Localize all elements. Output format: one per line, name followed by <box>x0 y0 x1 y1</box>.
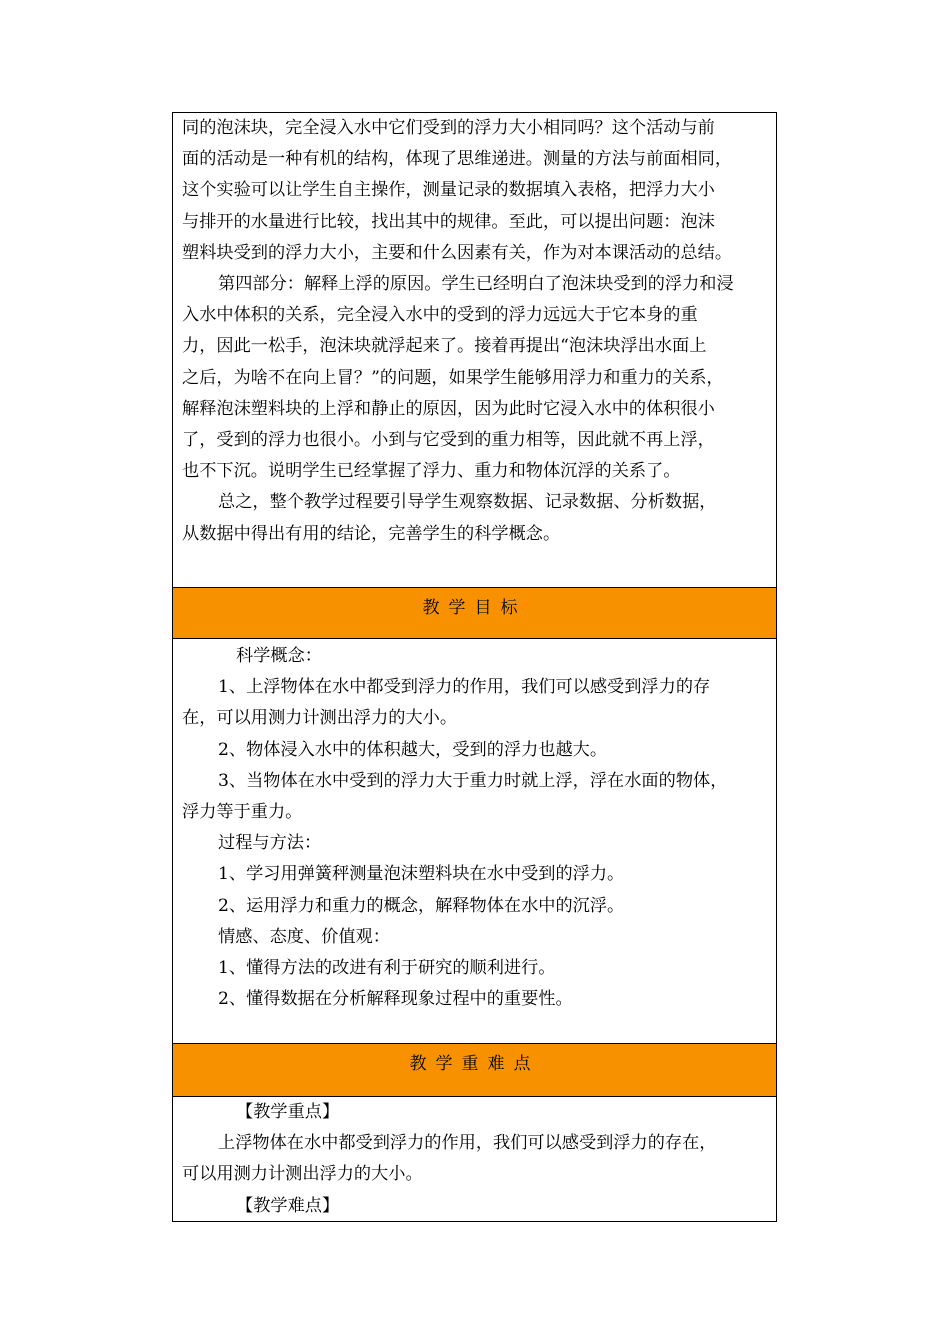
difficult-point-label: 【教学难点】 <box>236 1195 340 1216</box>
goal-line: 科学概念： <box>236 646 322 666</box>
paragraph-line: 总之，整个教学过程要引导学生观察数据、记录数据、分析数据， <box>218 492 717 513</box>
paragraph-line: 也不下沉。说明学生已经掌握了浮力、重力和物体沉浮的关系了。 <box>182 461 681 482</box>
goal-line: 1、懂得方法的改进有利于研究的顺利进行。 <box>218 958 556 979</box>
goal-line: 2、运用浮力和重力的概念，解释物体在水中的沉浮。 <box>218 895 625 916</box>
teaching-goals-header <box>173 587 776 639</box>
section-title: 教学重难点 <box>409 1054 540 1074</box>
paragraph-line: 解释泡沫塑料块的上浮和静止的原因，因为此时它浸入水中的体积很小 <box>182 398 715 419</box>
paragraph-line: 同的泡沫块，完全浸入水中它们受到的浮力大小相同吗？这个活动与前 <box>182 118 715 138</box>
paragraph-line: 塑料块受到的浮力大小，主要和什么因素有关，作为对本课活动的总结。 <box>182 242 733 263</box>
paragraph-line: 与排开的水量进行比较，找出其中的规律。至此，可以提出问题：泡沫 <box>182 211 715 232</box>
goal-line: 过程与方法： <box>218 833 322 854</box>
paragraph-line: 从数据中得出有用的结论，完善学生的科学概念。 <box>182 523 561 544</box>
key-point-line: 可以用测力计测出浮力的大小。 <box>182 1164 423 1185</box>
goal-line: 2、懂得数据在分析解释现象过程中的重要性。 <box>218 989 573 1010</box>
paragraph-line: 第四部分：解释上浮的原因。学生已经明白了泡沫块受到的浮力和浸 <box>218 274 734 295</box>
goal-line: 情感、态度、价值观： <box>218 926 390 947</box>
key-point-label: 【教学重点】 <box>236 1102 340 1122</box>
lesson-plan-table <box>172 112 777 1222</box>
key-point-line: 上浮物体在水中都受到浮力的作用，我们可以感受到浮力的存在， <box>218 1133 717 1154</box>
paragraph-line: 力，因此一松手，泡沫块就浮起来了。接着再提出“泡沫块浮出水面上 <box>182 336 707 357</box>
goal-line: 在，可以用测力计测出浮力的大小。 <box>182 708 458 729</box>
teaching-goals-section <box>173 639 776 1043</box>
paragraph-line: 之后，为啥不在向上冒？”的问题，如果学生能够用浮力和重力的关系， <box>182 367 724 388</box>
section-title: 教学目标 <box>422 598 527 618</box>
goal-line: 3、当物体在水中受到的浮力大于重力时就上浮，浮在水面的物体， <box>218 770 728 791</box>
key-difficult-points-section <box>173 1097 776 1223</box>
goal-line: 2、物体浸入水中的体积越大，受到的浮力也越大。 <box>218 739 608 760</box>
paragraph-line: 入水中体积的关系，完全浸入水中的受到的浮力远远大于它本身的重 <box>182 305 698 326</box>
goal-line: 1、上浮物体在水中都受到浮力的作用，我们可以感受到浮力的存 <box>218 677 711 698</box>
paragraph-line: 了，受到的浮力也很小。小到与它受到的重力相等，因此就不再上浮， <box>182 430 715 451</box>
key-difficult-points-header <box>173 1043 776 1097</box>
paragraph-line: 这个实验可以让学生自主操作，测量记录的数据填入表格，把浮力大小 <box>182 180 715 201</box>
goal-line: 1、学习用弹簧秤测量泡沫塑料块在水中受到的浮力。 <box>218 864 625 885</box>
teaching-process-section <box>173 113 776 587</box>
paragraph-line: 面的活动是一种有机的结构，体现了思维递进。测量的方法与前面相同， <box>182 149 733 170</box>
goal-line: 浮力等于重力。 <box>182 802 303 823</box>
